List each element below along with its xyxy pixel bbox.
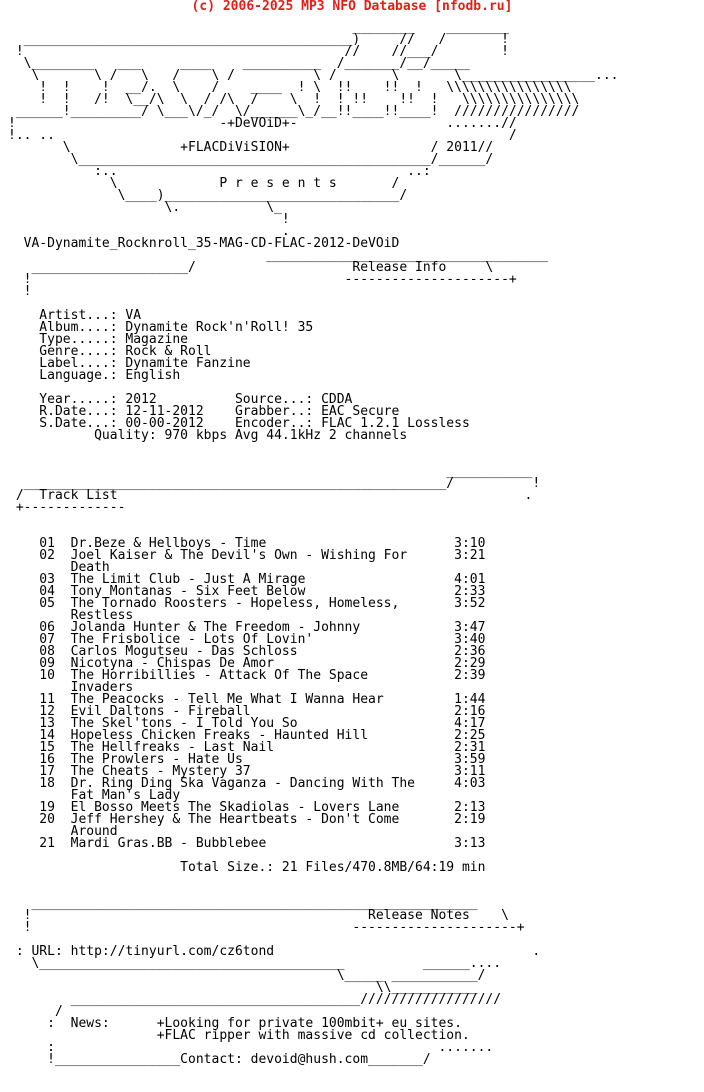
nfo-line: ____________________________________ [8,248,549,263]
nfo-line: Artist...: VA [8,308,142,323]
nfo-line: \________ ___ ____ __________ /_______/__/_____ [8,56,502,71]
nfo-line: Type.....: Magazine [8,332,189,347]
nfo-line [8,514,618,526]
nfo-line: ! ---------------------+ [8,272,517,287]
nfo-line: . [8,224,290,239]
nfo-line: ______!_________/ \___\/_/ \/______\_/__!!____!!____! //////////////// [8,104,580,119]
nfo-line: / [8,1004,63,1019]
nfo-line: / Track List . [8,488,533,503]
nfo-line: Total Size.: 21 Files/470.8MB/64:19 min [8,860,486,875]
nfo-line: ______________________________________________________/ ! [8,476,541,491]
nfodb-header-link[interactable]: (c) 2006-2025 MP3 NFO Database [nfodb.ru] [191,0,513,14]
nfo-line: R.Date...: 12-11-2012 Grabber..: EAC Secure [8,404,400,419]
nfo-line: __________________________________________) // / ! [8,32,509,47]
nfo-line: Quality: 970 kbps Avg 44.1kHz 2 channels [8,428,408,443]
nfo-line: !.. .. / [8,128,517,143]
nfo-line: 13 The Skel'tons - I Told You So 4:17 [8,716,486,731]
nfo-line: : News: +Looking for private 100mbit+ eu sites. [8,1016,462,1031]
nfo-line: 01 Dr.Beze & Hellboys - Time 3:10 [8,536,486,551]
nfo-line: 16 The Prowlers - Hate Us 3:59 [8,752,486,767]
nfo-line: 06 Jolanda Hunter & The Freedom - Johnny 3:47 [8,620,486,635]
nfo-line: 12 Evil Daltons - Fireball 2:16 [8,704,486,719]
nfo-line: ! ---------------------+ [8,920,525,935]
nfo-line: +------------- [8,500,126,515]
nfo-line: : ....... [8,1040,494,1055]
nfo-line: 05 The Tornado Roosters - Hopeless, Homeless, 3:52 [8,596,486,611]
nfo-line: Restless [8,608,134,623]
nfo-line: Album....: Dynamite Rock'n'Roll! 35 [8,320,314,335]
nfo-line: \ +FLACDiViSION+ / 2011// [8,140,494,155]
nfo-line: Fat Man's Lady [8,788,181,803]
nfo-line: \_____ ___________/ [8,968,486,983]
nfo-line: : URL: http://tinyurl.com/cz6tond . [8,944,541,959]
nfo-line: \____)______________________________/ [8,188,408,203]
nfo-line: ___________ [8,464,533,479]
nfo-line: Year.....: 2012 Source...: CDDA [8,392,353,407]
nfo-line: \ P r e s e n t s / [8,176,400,191]
nfo-line: 08 Carlos Mogutseu - Das Schloss 2:36 [8,644,486,659]
nfo-text-block [8,10,618,1066]
nfo-line: \. \_ [8,200,282,215]
nfo-line: _____________________________________////////////////// [8,992,502,1007]
nfo-line: 18 Dr. Ring Ding Ska Vaganza - Dancing With The 4:03 [8,776,486,791]
nfo-line: 10 The Horribillies - Attack Of The Space 2:39 [8,668,486,683]
nfo-line: \_____________________________________________/______/ [8,152,494,167]
nfo-line: 11 The Peacocks - Tell Me What I Wanna Hear 1:44 [8,692,486,707]
nfo-line: Language.: English [8,368,181,383]
nfo-line: ________ ________ [8,20,509,35]
nfo-line: \_______________________________________ ______.... [8,956,502,971]
nfo-line: ____________________/ Release Info \ [8,260,494,275]
nfo-line: _________________________________________________________ [8,896,478,911]
nfo-line: 20 Jeff Hershey & The Heartbeats - Don't Come 2:19 [8,812,486,827]
nfo-line: Label....: Dynamite Fanzine [8,356,251,371]
nfo-line: 07 The Frisbolice - Lots Of Lovin' 3:40 [8,632,486,647]
nfo-line: VA-Dynamite_Rocknroll_35-MAG-CD-FLAC-2012-DeVOiD [8,236,400,251]
nfo-line: Death [8,560,110,575]
nfo-line: 21 Mardi Gras.BB - Bubblebee 3:13 [8,836,486,851]
nfo-line: 03 The Limit Club - Just A Mirage 4:01 [8,572,486,587]
nfo-line: ! Release Notes \ [8,908,509,923]
nfo-line: ! -+DeVOiD+- .......// [8,116,517,131]
nfo-line: 09 Nicotyna - Chispas De Amor 2:29 [8,656,486,671]
nfo-line: Genre....: Rock & Roll [8,344,212,359]
nfo-line [8,442,618,454]
nfo-line: :.. ..: [8,164,431,179]
nfo-line: \\___________ [8,980,478,995]
nfo-line: 04 Tony Montanas - Six Feet Below 2:33 [8,584,486,599]
nfo-line: +FLAC ripper with massive cd collection. [8,1028,470,1043]
nfo-line: 15 The Hellfreaks - Last Nail 2:31 [8,740,486,755]
nfo-line: ! // //___/ ! [8,44,509,59]
nfo-line: Around [8,824,118,839]
nfo-line: ! [8,284,32,299]
nfo-line: 17 The Cheats - Mystery 37 3:11 [8,764,486,779]
nfo-line: ! [8,212,290,227]
nfo-line: \ \ / \ / \ / \ / \ \_________________... [8,68,619,83]
nfo-line: 14 Hopeless Chicken Freaks - Haunted Hill 2:25 [8,728,486,743]
nfo-line: Invaders [8,680,134,695]
nfo-line: 19 El Bosso Meets The Skadiolas - Lovers Lane 2:13 [8,800,486,815]
nfo-line [8,874,618,886]
nfo-line: !________________Contact: devoid@hush.com_______/ [8,1052,431,1067]
nfo-line: ! ! ! __/. \ / ____ ! \ !! !! ! \\\\\\\\\\\\\\\\ [8,80,572,95]
nfo-line: 02 Joel Kaiser & The Devil's Own - Wishing For 3:21 [8,548,486,563]
nfo-line: S.Date...: 00-00-2012 Encoder..: FLAC 1.2.1 Lossless [8,416,470,431]
nfo-line: ! ! /! \__/\ \ / /\ / \ ! ! !! !! ! \\\\\\\\\\\\\\\ [8,92,580,107]
